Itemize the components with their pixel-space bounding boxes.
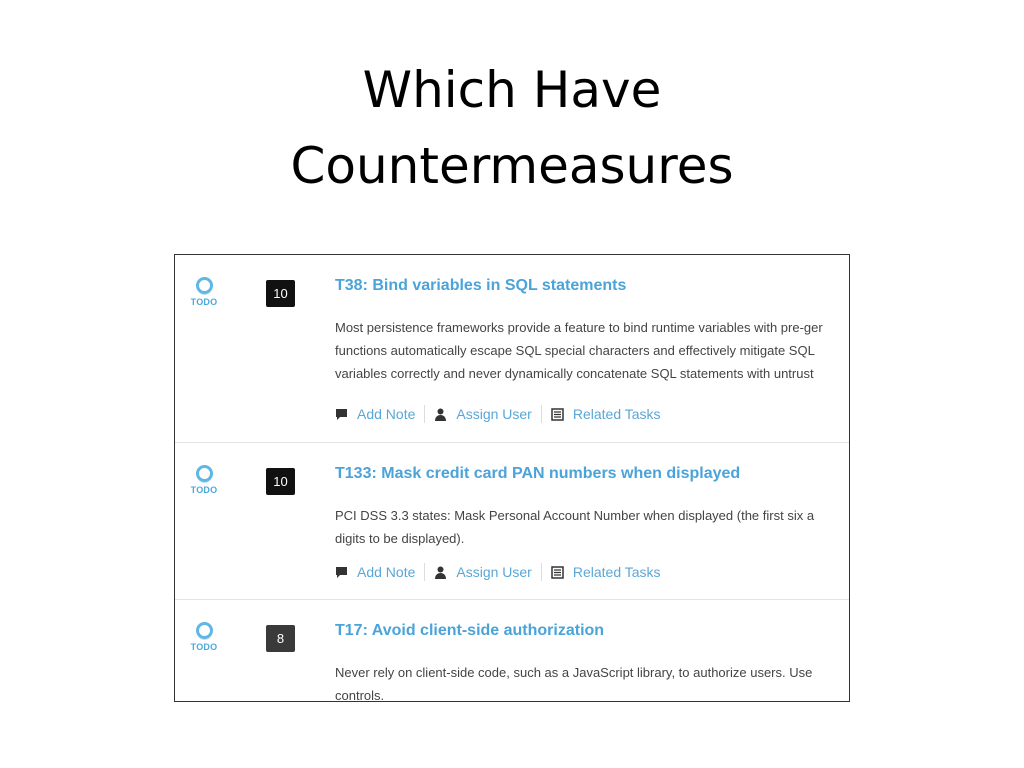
slide-title-line-1: Which Have [362,61,662,119]
task-row [175,255,849,443]
priority-badge: 10 [266,468,295,495]
user-icon [434,566,447,579]
related-tasks-label: Related Tasks [572,406,661,422]
status-label: TODO [190,485,218,495]
description-line: Most persistence frameworks provide a feature to bind runtime variables with pre-ger [335,320,823,335]
task-actions [335,405,661,423]
status-label: TODO [190,297,218,307]
assign-user-label: Assign User [456,406,532,422]
task-row [175,443,849,600]
add-note-label: Add Note [357,406,416,422]
assign-user-label: Assign User [456,564,532,580]
divider [424,563,425,581]
list-icon [551,566,564,579]
related-tasks-button[interactable] [551,564,661,580]
divider [424,405,425,423]
circle-status-icon[interactable] [196,277,213,294]
description-line: functions automatically escape SQL special characters and effectively mitigate SQL [335,343,815,358]
speech-bubble-icon [335,408,348,421]
task-description [335,661,850,702]
related-tasks-button[interactable] [551,406,661,422]
divider [541,563,542,581]
list-icon [551,408,564,421]
divider [541,405,542,423]
priority-badge: 10 [266,280,295,307]
assign-user-button[interactable] [434,564,531,580]
description-line: variables correctly and never dynamically concatenate SQL statements with untrust [335,366,814,381]
slide-title-line-2: Countermeasures [290,137,734,195]
task-description [335,316,850,385]
speech-bubble-icon [335,566,348,579]
description-line: PCI DSS 3.3 states: Mask Personal Account Number when displayed (the first six a [335,508,815,523]
task-actions [335,563,661,581]
circle-status-icon[interactable] [196,465,213,482]
task-list-screenshot [174,254,850,702]
description-line: controls. [335,688,385,702]
task-title-link[interactable]: T38: Bind variables in SQL statements [335,277,627,294]
slide-title [0,52,1024,204]
related-tasks-label: Related Tasks [572,564,661,580]
add-note-label: Add Note [357,564,416,580]
status-toggle[interactable] [189,465,219,495]
status-toggle[interactable] [189,277,219,307]
status-toggle[interactable] [189,622,219,652]
priority-badge: 8 [266,625,295,652]
task-description [335,504,850,550]
assign-user-button[interactable] [434,406,531,422]
circle-status-icon[interactable] [196,622,213,639]
task-title-link[interactable]: T133: Mask credit card PAN numbers when displayed [335,465,741,482]
status-label: TODO [190,642,218,652]
description-line: digits to be displayed). [335,531,465,546]
task-row [175,600,849,702]
add-note-button[interactable] [335,406,415,422]
user-icon [434,408,447,421]
description-line: Never rely on client-side code, such as a JavaScript library, to authorize users. Use [335,665,813,680]
task-title-link[interactable]: T17: Avoid client-side authorization [335,622,605,639]
add-note-button[interactable] [335,564,415,580]
